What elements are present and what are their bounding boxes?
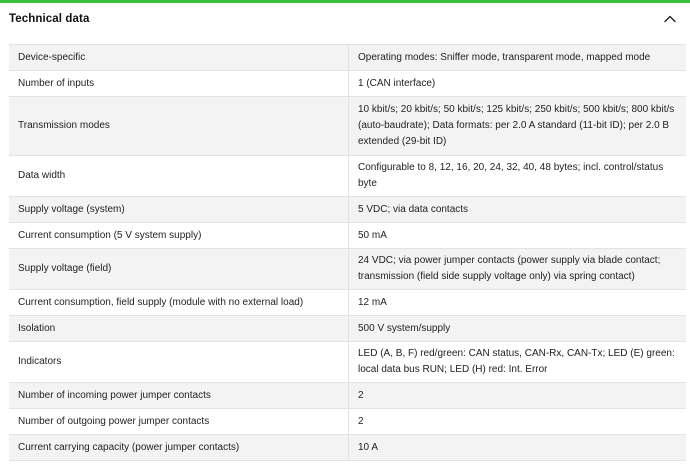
- chevron-up-icon[interactable]: [660, 9, 680, 29]
- row-label: Number of inputs: [9, 71, 349, 96]
- row-label: Number of outgoing power jumper contacts: [9, 409, 349, 434]
- table-row: [9, 383, 686, 409]
- table-row: [9, 97, 686, 156]
- row-label: Data width: [9, 156, 349, 196]
- row-label: Transmission modes: [9, 97, 349, 155]
- row-label: Device-specific: [9, 45, 349, 70]
- table-row: [9, 45, 686, 71]
- accordion-header[interactable]: [0, 3, 690, 35]
- row-label: Supply voltage (system): [9, 197, 349, 222]
- table-row: [9, 197, 686, 223]
- row-value: Operating modes: Sniffer mode, transparent mode, mapped mode: [358, 51, 651, 63]
- technical-data-table: [9, 44, 686, 461]
- row-value: 50 mA: [358, 229, 387, 241]
- row-label: Current consumption, field supply (module with no external load): [9, 290, 349, 315]
- row-value: 1 (CAN interface): [358, 77, 436, 89]
- row-value: 2: [358, 389, 364, 401]
- table-row: [9, 156, 686, 197]
- table-row: [9, 249, 686, 290]
- row-label: Current carrying capacity (power jumper contacts): [9, 435, 349, 460]
- row-value: 10 A: [358, 441, 379, 453]
- table-row: [9, 223, 686, 249]
- row-label: Isolation: [9, 316, 349, 341]
- row-label: Number of incoming power jumper contacts: [9, 383, 349, 408]
- row-value: Configurable to 8, 12, 16, 20, 24, 32, 40, 48 bytes; incl. control/status byte: [358, 162, 664, 189]
- row-value: 5 VDC; via data contacts: [358, 203, 469, 215]
- row-value: 12 mA: [358, 296, 387, 308]
- table-row: [9, 342, 686, 383]
- row-label: Indicators: [9, 342, 349, 382]
- row-value: 24 VDC; via power jumper contacts (power supply via blade contact; transmission (field side supply voltage only) via spring contact): [358, 255, 661, 282]
- section-title: Technical data: [9, 13, 90, 25]
- row-value: LED (A, B, F) red/green: CAN status, CAN-Rx, CAN-Tx; LED (E) green: local data bus RUN; LED (H) red: Int. Error: [358, 348, 675, 375]
- table-row: [9, 290, 686, 316]
- table-row: [9, 435, 686, 461]
- row-value: 500 V system/supply: [358, 322, 451, 334]
- row-label: Current consumption (5 V system supply): [9, 223, 349, 248]
- row-value: 2: [358, 415, 364, 427]
- row-value: 10 kbit/s; 20 kbit/s; 50 kbit/s; 125 kbit/s; 250 kbit/s; 500 kbit/s; 800 kbit/s (auto-baudrate); Data formats: per 2.0 A standard (11-bit ID); per 2.0 B extended (29-bit ID): [358, 104, 675, 147]
- table-row: [9, 316, 686, 342]
- table-row: [9, 71, 686, 97]
- row-label: Supply voltage (field): [9, 249, 349, 289]
- table-row: [9, 409, 686, 435]
